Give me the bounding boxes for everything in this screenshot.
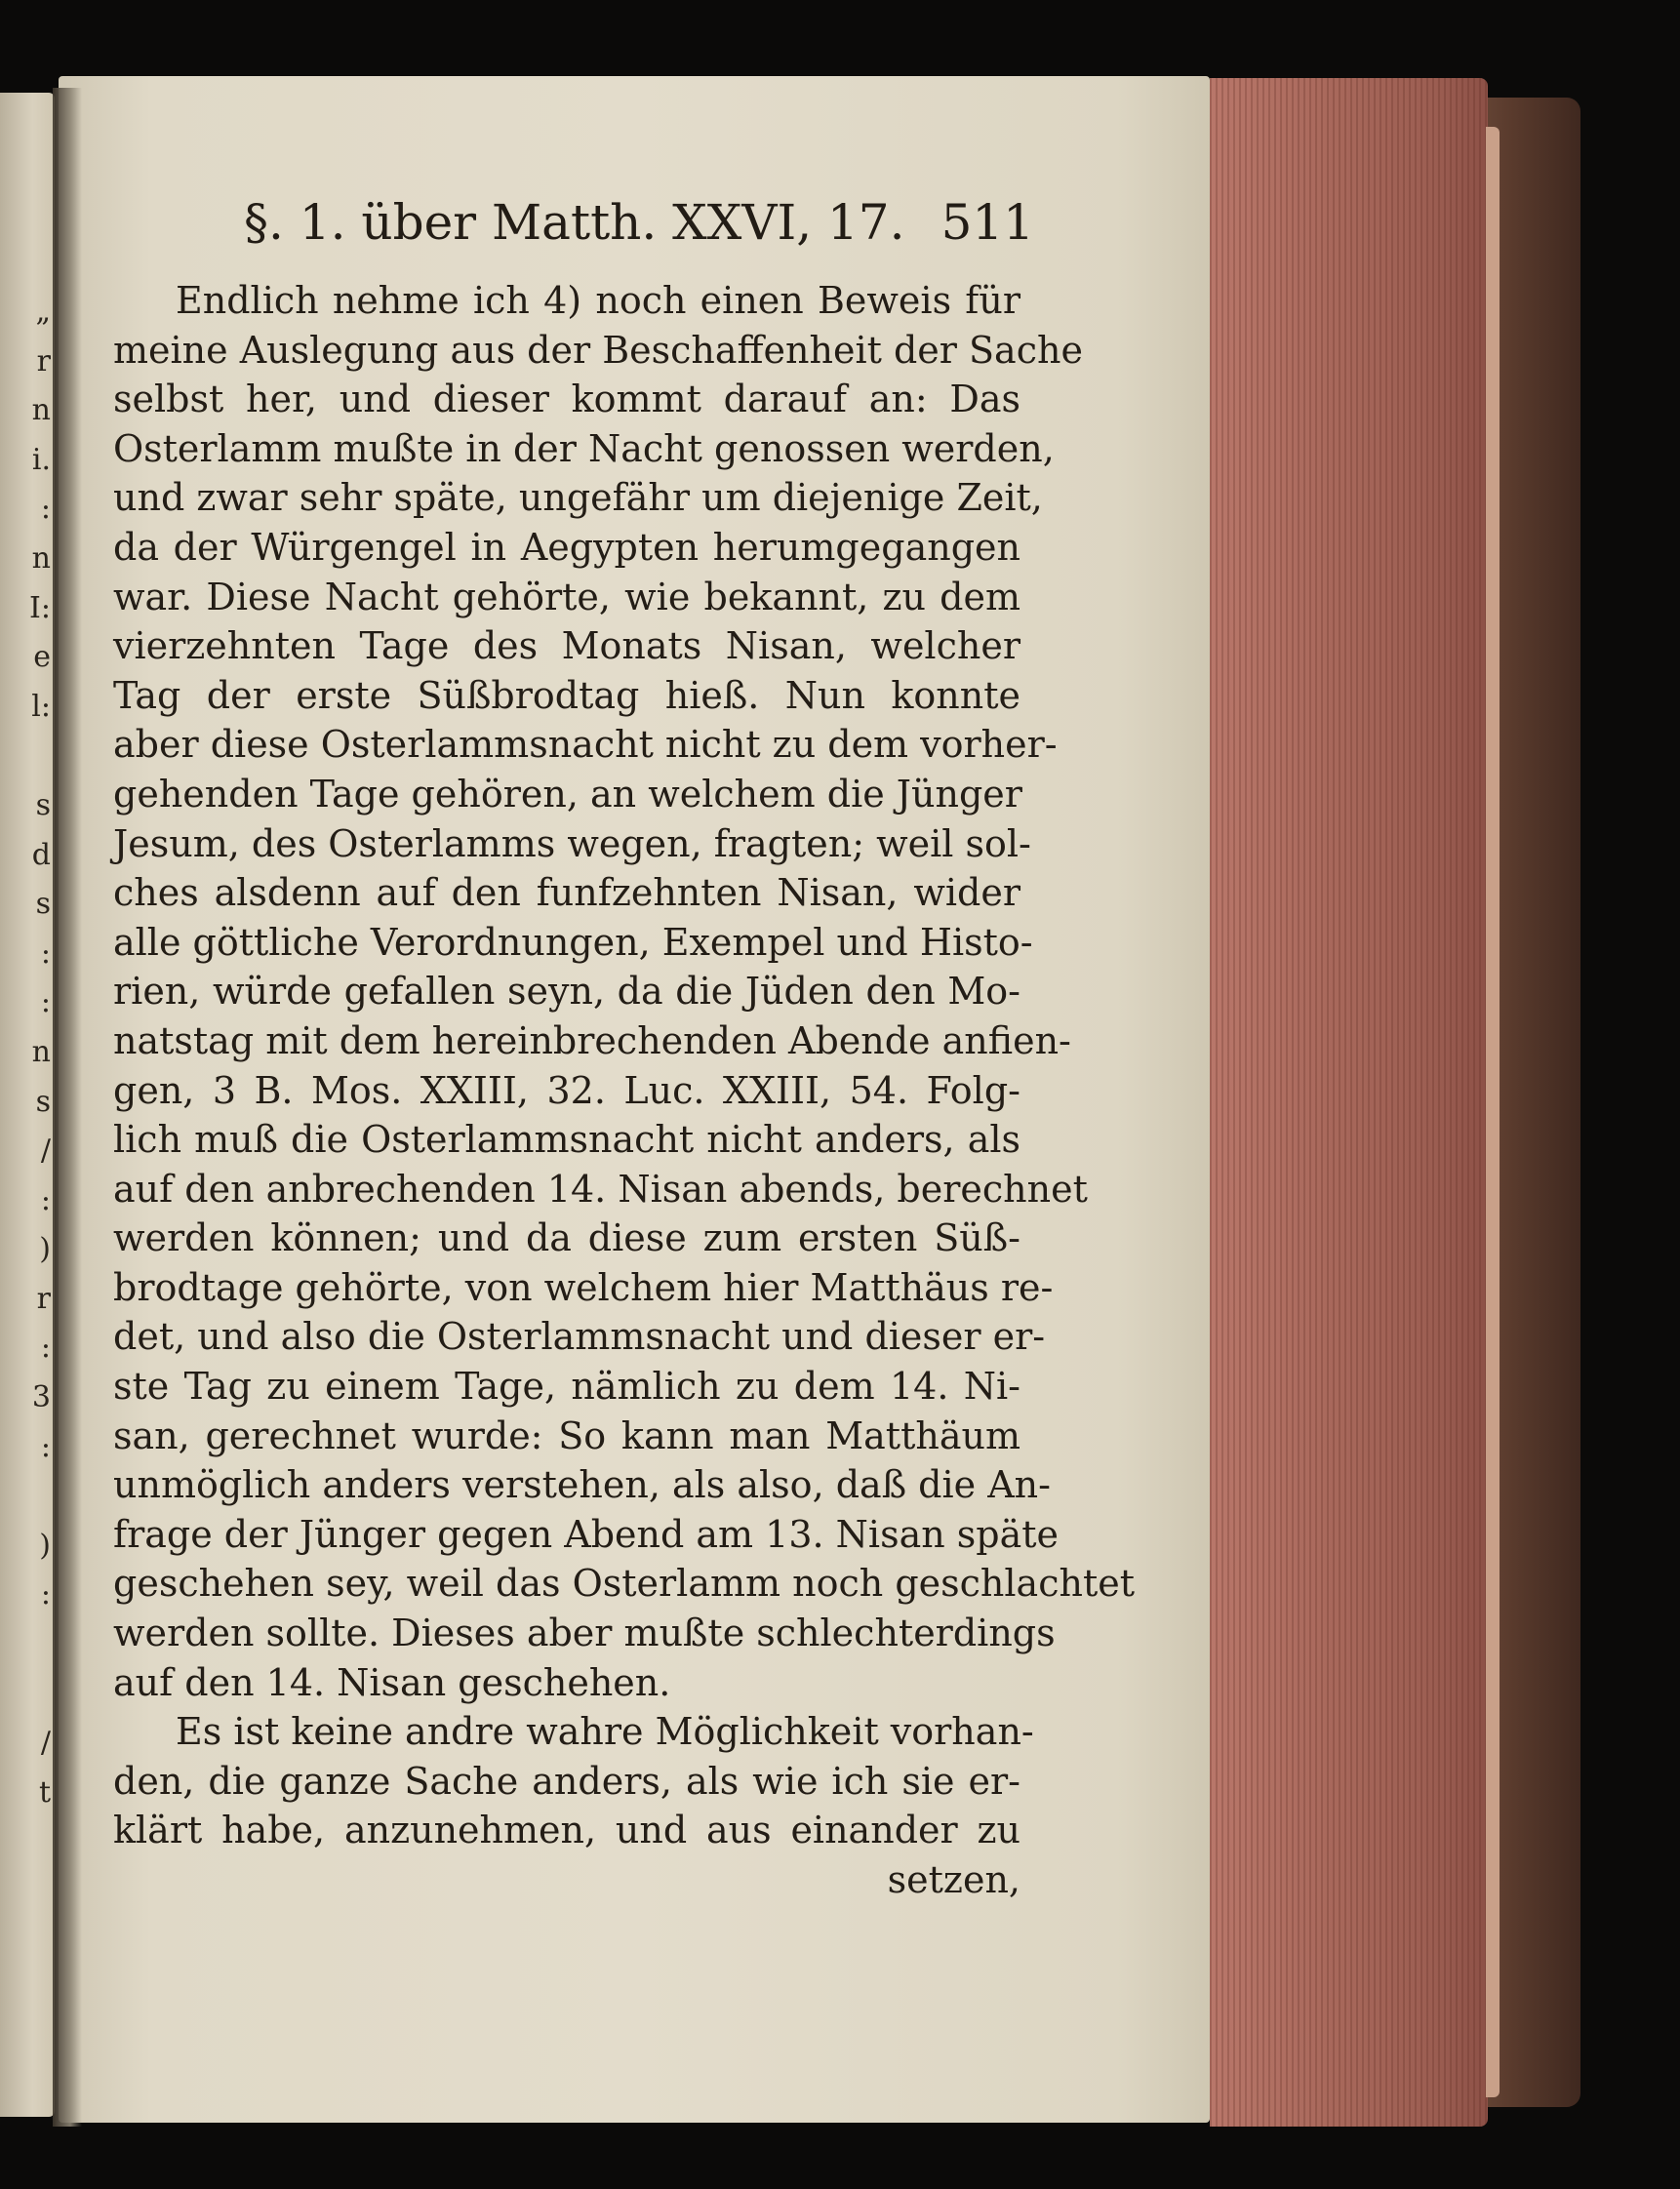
gutter-shadow <box>53 88 82 2127</box>
previous-page-fragment <box>6 1670 51 1720</box>
page-number: 511 <box>940 194 1034 251</box>
text-line: auf den 14. Nisan geschehen. <box>113 1660 671 1704</box>
text-line: brodtage gehörte, von welchem hier Matthäus re- <box>113 1265 1054 1309</box>
previous-page-fragment: n <box>31 540 51 576</box>
previous-page-fragment: 3 <box>31 1380 51 1415</box>
previous-page-fragment: ) <box>39 1232 51 1267</box>
text-line: da der Würgengel in Aegypten herumgegangen <box>113 525 1020 569</box>
previous-page-fragment <box>6 1620 51 1670</box>
running-header: §. 1. über Matth. XXVI, 17. <box>244 194 905 251</box>
text-line: unmöglich anders verstehen, als also, daß die An- <box>113 1463 1051 1507</box>
previous-page-fragment: : <box>40 1577 51 1612</box>
previous-page-fragment: : <box>40 1429 51 1464</box>
text-line: Jesum, des Osterlamms wegen, fragten; weil sol- <box>113 821 1031 865</box>
previous-page-fragment: : <box>40 935 51 971</box>
text-line: rien, würde gefallen seyn, da die Jüden den Mo- <box>113 970 1020 1014</box>
text-line: alle göttliche Verordnungen, Exempel und Histo- <box>113 920 1033 964</box>
previous-page-fragment: „ <box>35 295 51 329</box>
previous-page-fragment: d <box>31 837 51 872</box>
text-line: Tag der erste Süßbrodtag hieß. Nun konnte <box>113 673 1020 717</box>
previous-page-fragment: l: <box>31 689 51 724</box>
text-line: werden können; und da diese zum ersten Süß- <box>113 1216 1020 1260</box>
text-line: selbst her, und dieser kommt darauf an: Das <box>113 378 1020 421</box>
previous-page-text-fragments <box>6 288 51 1817</box>
previous-page-fragment: e <box>33 640 51 675</box>
previous-page-fragment: s <box>35 1084 51 1119</box>
text-line: ches alsdenn auf den funfzehnten Nisan, wider <box>113 871 1020 915</box>
previous-page-fragment: r <box>36 1281 51 1316</box>
page-block-edges <box>1210 78 1488 2127</box>
previous-page-fragment: : <box>40 1182 51 1217</box>
previous-page-fragment: : <box>40 985 51 1020</box>
previous-page-fragment: n <box>31 1034 51 1069</box>
previous-page-fragment <box>6 732 51 781</box>
text-line: war. Diese Nacht gehörte, wie bekannt, zu dem <box>113 575 1020 618</box>
text-line: gen, 3 B. Mos. XXIII, 32. Luc. XXIII, 54. Folg- <box>113 1068 1020 1112</box>
text-line: meine Auslegung aus der Beschaffenheit der Sache <box>113 328 1083 372</box>
previous-page-fragment: s <box>35 887 51 922</box>
text-line: Endlich nehme ich 4) noch einen Beweis für <box>176 279 1020 322</box>
catchword: setzen, <box>887 1858 1020 1901</box>
text-line: aber diese Osterlammsnacht nicht zu dem vorher- <box>113 723 1058 767</box>
previous-page-fragment: i. <box>31 442 51 477</box>
text-line: gehenden Tage gehören, an welchem die Jünger <box>113 772 1022 816</box>
previous-page-fragment: : <box>40 1331 51 1366</box>
previous-page-fragment: / <box>40 1134 51 1169</box>
text-line: natstag mit dem hereinbrechenden Abende anfien- <box>113 1018 1071 1062</box>
text-line: lich muß die Osterlammsnacht nicht anders, als <box>113 1118 1020 1162</box>
text-line: werden sollte. Dieses aber mußte schlechterdings <box>113 1612 1056 1655</box>
text-line: und zwar sehr späte, ungefähr um diejenige Zeit, <box>113 476 1043 520</box>
text-line: det, und also die Osterlammsnacht und dieser er- <box>113 1315 1046 1359</box>
previous-page-edge <box>0 93 55 2117</box>
text-line: auf den anbrechenden 14. Nisan abends, berechnet <box>113 1167 1088 1211</box>
previous-page-fragment: / <box>40 1726 51 1761</box>
text-line: vierzehnten Tage des Monats Nisan, welcher <box>113 624 1020 668</box>
previous-page-fragment <box>6 1472 51 1522</box>
text-line: san, gerechnet wurde: So kann man Matthäum <box>113 1413 1020 1457</box>
previous-page-fragment: t <box>38 1774 51 1810</box>
text-line: geschehen sey, weil das Osterlamm noch geschlachtet <box>113 1562 1135 1606</box>
text-line: Osterlamm mußte in der Nacht genossen werden, <box>113 426 1055 470</box>
previous-page-fragment: n <box>31 393 51 428</box>
previous-page-fragment: s <box>35 787 51 822</box>
text-line: Es ist keine andre wahre Möglichkeit vorhan- <box>176 1710 1034 1754</box>
previous-page-fragment: : <box>40 492 51 527</box>
text-line: den, die ganze Sache anders, als wie ich sie er- <box>113 1759 1020 1803</box>
previous-page-fragment: r <box>36 343 51 378</box>
text-line: frage der Jünger gegen Abend am 13. Nisan späte <box>113 1512 1060 1556</box>
body-text <box>113 276 1135 1905</box>
text-line: ste Tag zu einem Tage, nämlich zu dem 14. Ni- <box>113 1365 1020 1409</box>
previous-page-fragment: ) <box>39 1528 51 1563</box>
text-line: klärt habe, anzunehmen, und aus einander zu <box>113 1809 1020 1852</box>
previous-page-fragment: I: <box>29 590 51 625</box>
